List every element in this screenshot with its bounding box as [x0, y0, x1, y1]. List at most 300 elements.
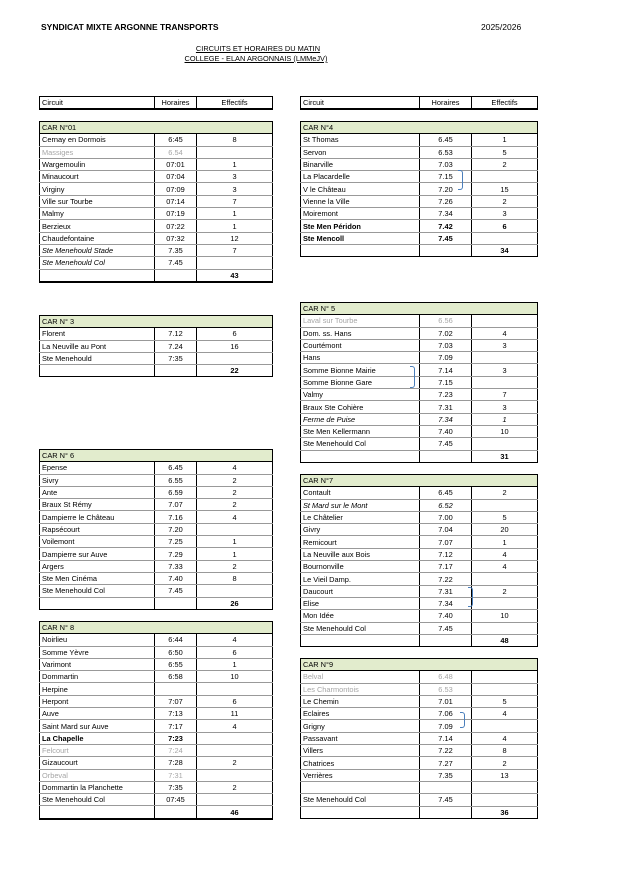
right-column-header — [300, 96, 538, 110]
stop-name: V le Château — [301, 183, 420, 195]
table-row — [40, 708, 273, 720]
stop-name: Herpont — [40, 695, 155, 707]
stop-name: Vienne la Ville — [301, 195, 420, 207]
stop-name: Somme Bionne Mairie — [301, 364, 420, 376]
table-row — [301, 511, 538, 523]
stop-time: 7.02 — [420, 327, 472, 339]
car-title: CAR N°7 — [301, 475, 538, 487]
car-title: CAR N° 3 — [40, 316, 273, 328]
total-spacer — [155, 597, 197, 609]
stop-time: 7.31 — [420, 401, 472, 413]
stop-count — [472, 573, 538, 585]
stop-time: 7.07 — [420, 536, 472, 548]
stop-time — [155, 683, 197, 695]
stop-time: 7.03 — [420, 339, 472, 351]
stop-name: Florent — [40, 328, 155, 340]
stop-time: 7.09 — [420, 352, 472, 364]
stop-count — [472, 171, 538, 183]
stop-count — [472, 683, 538, 695]
car-table — [300, 474, 538, 647]
stop-name: Daucourt — [301, 585, 420, 597]
car-table — [39, 621, 273, 820]
stop-name: Le Vieil Damp. — [301, 573, 420, 585]
stop-name: Berzieux — [40, 220, 155, 232]
table-row — [301, 389, 538, 401]
table-row — [40, 658, 273, 670]
total-spacer — [301, 244, 420, 256]
table-row — [301, 573, 538, 585]
table-row — [40, 671, 273, 683]
stop-count: 3 — [472, 401, 538, 413]
table-row — [40, 158, 273, 170]
stop-count — [197, 683, 273, 695]
stop-time: 07:32 — [155, 232, 197, 244]
total-spacer — [155, 365, 197, 377]
table-row — [40, 511, 273, 523]
stop-count: 8 — [197, 572, 273, 584]
stop-count: 2 — [197, 757, 273, 769]
stop-name: Passavant — [301, 732, 420, 744]
stop-time: 6:55 — [155, 658, 197, 670]
stop-time: 7.20 — [155, 523, 197, 535]
stop-name: Les Charmontois — [301, 683, 420, 695]
car-table — [39, 315, 273, 377]
stop-count: 7 — [197, 244, 273, 256]
total-spacer — [40, 597, 155, 609]
stop-time: 6.45 — [420, 487, 472, 499]
table-row — [301, 499, 538, 511]
stop-time: 7.15 — [420, 376, 472, 388]
table-row — [40, 720, 273, 732]
stop-name: Ville sur Tourbe — [40, 195, 155, 207]
stop-count: 8 — [197, 134, 273, 146]
car-table — [300, 302, 538, 463]
stop-count: 11 — [197, 708, 273, 720]
stop-time: 6.53 — [420, 146, 472, 158]
stop-name: Binarville — [301, 158, 420, 170]
table-row — [301, 220, 538, 232]
table-row — [40, 244, 273, 256]
stop-time: 6.54 — [155, 146, 197, 158]
stop-name: Dampierre le Château — [40, 511, 155, 523]
stop-name: Sivry — [40, 474, 155, 486]
table-row — [301, 487, 538, 499]
stop-name: Auve — [40, 708, 155, 720]
stop-count — [472, 376, 538, 388]
stop-count: 2 — [197, 560, 273, 572]
stop-name: Massiges — [40, 146, 155, 158]
stop-count: 2 — [472, 757, 538, 769]
stop-count: 4 — [197, 720, 273, 732]
stop-time: 7.42 — [420, 220, 472, 232]
stop-time: 07:19 — [155, 208, 197, 220]
table-row — [40, 536, 273, 548]
car-total: 46 — [197, 806, 273, 819]
stop-count: 5 — [472, 695, 538, 707]
table-row — [301, 720, 538, 732]
stop-name: La Placardelle — [301, 171, 420, 183]
stop-time: 7.03 — [420, 158, 472, 170]
stop-count — [472, 622, 538, 634]
stop-name: Argers — [40, 560, 155, 572]
org-name: SYNDICAT MIXTE ARGONNE TRANSPORTS — [41, 22, 219, 32]
table-row — [301, 794, 538, 806]
stop-time: 7.34 — [420, 208, 472, 220]
stop-count — [472, 438, 538, 450]
stop-name: Ste Men Péridon — [301, 220, 420, 232]
table-row — [301, 352, 538, 364]
stop-count: 15 — [472, 183, 538, 195]
table-row — [301, 683, 538, 695]
table-row — [40, 572, 273, 584]
stop-count: 3 — [472, 339, 538, 351]
table-row — [301, 536, 538, 548]
stop-time: 7.31 — [420, 585, 472, 597]
stop-name: Contault — [301, 487, 420, 499]
car-total: 22 — [197, 365, 273, 377]
table-row — [301, 585, 538, 597]
stop-count: 3 — [472, 208, 538, 220]
stop-name: Ste Menehould Col — [40, 257, 155, 269]
stop-time: 7:28 — [155, 757, 197, 769]
stop-time: 7.27 — [420, 757, 472, 769]
table-row — [40, 646, 273, 658]
table-row — [301, 745, 538, 757]
stop-count: 2 — [472, 195, 538, 207]
car-total: 36 — [472, 806, 538, 818]
col-circuit: Circuit — [301, 97, 420, 110]
doc-subtitle: COLLEGE - ELAN ARGONNAIS (LMMeJV) — [184, 54, 328, 63]
stop-name: Felcourt — [40, 744, 155, 756]
stop-count: 2 — [197, 486, 273, 498]
stop-count: 12 — [197, 232, 273, 244]
stop-count — [197, 732, 273, 744]
stop-name: Dom. ss. Hans — [301, 327, 420, 339]
stop-time: 7.20 — [420, 183, 472, 195]
stop-name: Malmy — [40, 208, 155, 220]
stop-name: Dommartin — [40, 671, 155, 683]
stop-time: 6.53 — [420, 683, 472, 695]
stop-time: 7.34 — [420, 413, 472, 425]
stop-count: 6 — [472, 220, 538, 232]
stop-time: 7.23 — [420, 389, 472, 401]
stop-name: Valmy — [301, 389, 420, 401]
stop-count — [197, 523, 273, 535]
stop-time: 7.25 — [155, 536, 197, 548]
stop-time: 7.45 — [420, 438, 472, 450]
table-row — [301, 315, 538, 327]
stop-time: 7.15 — [420, 171, 472, 183]
col-horaires: Horaires — [155, 97, 197, 110]
stop-time: 7:23 — [155, 732, 197, 744]
left-column-header — [39, 96, 273, 110]
table-row — [40, 208, 273, 220]
stop-count: 1 — [472, 134, 538, 146]
car-title: CAR N° 8 — [40, 622, 273, 634]
stop-time: 6.55 — [155, 474, 197, 486]
stop-count: 1 — [472, 536, 538, 548]
brace-icon — [410, 366, 415, 388]
table-row — [40, 781, 273, 793]
col-horaires: Horaires — [420, 97, 472, 110]
stop-count: 10 — [197, 671, 273, 683]
stop-count: 1 — [197, 220, 273, 232]
stop-name: Wargemoulin — [40, 158, 155, 170]
table-row — [301, 548, 538, 560]
stop-name: Voilemont — [40, 536, 155, 548]
stop-time: 6.56 — [420, 315, 472, 327]
stop-time: 7:35 — [155, 352, 197, 364]
stop-name: Eclaires — [301, 708, 420, 720]
stop-name — [301, 781, 420, 793]
col-effectifs: Effectifs — [472, 97, 538, 110]
stop-name: Orbeval — [40, 769, 155, 781]
stop-count: 10 — [472, 425, 538, 437]
stop-count — [197, 257, 273, 269]
stop-count: 8 — [472, 745, 538, 757]
brace-icon — [460, 712, 465, 728]
total-spacer — [301, 450, 420, 462]
stop-name: Courtémont — [301, 339, 420, 351]
stop-count: 1 — [197, 658, 273, 670]
stop-time: 7.29 — [155, 548, 197, 560]
stop-time: 7.14 — [420, 732, 472, 744]
table-row — [40, 232, 273, 244]
table-row — [301, 195, 538, 207]
table-row — [40, 257, 273, 269]
table-row — [301, 134, 538, 146]
table-row — [40, 769, 273, 781]
stop-count: 4 — [197, 511, 273, 523]
stop-time: 7.40 — [420, 610, 472, 622]
stop-count: 5 — [472, 511, 538, 523]
stop-count — [472, 315, 538, 327]
stop-time: 07:14 — [155, 195, 197, 207]
stop-count: 2 — [197, 499, 273, 511]
table-row — [301, 183, 538, 195]
stop-count — [472, 499, 538, 511]
brace-icon — [458, 170, 463, 190]
stop-count: 20 — [472, 524, 538, 536]
stop-time: 7.04 — [420, 524, 472, 536]
table-row — [40, 352, 273, 364]
stop-count: 13 — [472, 769, 538, 781]
car-title: CAR N°9 — [301, 659, 538, 671]
table-row — [40, 195, 273, 207]
stop-name: Remicourt — [301, 536, 420, 548]
stop-time: 6:50 — [155, 646, 197, 658]
stop-name: Braux Ste Cohière — [301, 401, 420, 413]
stop-count — [197, 794, 273, 806]
stop-name: Cernay en Dormois — [40, 134, 155, 146]
stop-name: Chatrices — [301, 757, 420, 769]
stop-count: 2 — [472, 487, 538, 499]
stop-time: 7.24 — [155, 340, 197, 352]
table-row — [40, 134, 273, 146]
stop-name: Somme Yèvre — [40, 646, 155, 658]
stop-name: Gizaucourt — [40, 757, 155, 769]
stop-name: Ste Menehould Col — [40, 585, 155, 597]
stop-name: Ferme de Puise — [301, 413, 420, 425]
stop-name: Chaudefontaine — [40, 232, 155, 244]
car-title: CAR N° 6 — [40, 450, 273, 462]
stop-count — [197, 146, 273, 158]
stop-count — [472, 597, 538, 609]
stop-count: 4 — [472, 561, 538, 573]
stop-count: 4 — [472, 327, 538, 339]
stop-time: 7.16 — [155, 511, 197, 523]
stop-count: 2 — [197, 474, 273, 486]
table-row — [301, 327, 538, 339]
table-row — [40, 757, 273, 769]
table-row — [40, 560, 273, 572]
stop-count — [472, 720, 538, 732]
stop-count: 1 — [197, 158, 273, 170]
car-total: 43 — [197, 269, 273, 282]
car-table — [300, 658, 538, 819]
stop-count: 1 — [197, 548, 273, 560]
stop-time: 7:07 — [155, 695, 197, 707]
stop-time: 7.22 — [420, 573, 472, 585]
stop-count: 16 — [197, 340, 273, 352]
stop-time: 7.01 — [420, 695, 472, 707]
stop-count: 2 — [197, 781, 273, 793]
stop-time: 7.14 — [420, 364, 472, 376]
stop-name: Ste Menehould — [40, 352, 155, 364]
table-row — [301, 425, 538, 437]
table-row — [40, 523, 273, 535]
stop-time: 7.35 — [155, 244, 197, 256]
stop-time: 6.45 — [155, 462, 197, 474]
table-row — [40, 183, 273, 195]
stop-count: 3 — [472, 364, 538, 376]
doc-title: CIRCUITS ET HORAIRES DU MATIN — [195, 44, 321, 53]
stop-name: St Mard sur le Mont — [301, 499, 420, 511]
table-row — [301, 438, 538, 450]
stop-count: 4 — [472, 548, 538, 560]
table-row — [301, 597, 538, 609]
stop-name: Verrières — [301, 769, 420, 781]
stop-count: 10 — [472, 610, 538, 622]
stop-count: 1 — [472, 413, 538, 425]
stop-time: 6:44 — [155, 634, 197, 646]
table-row — [40, 585, 273, 597]
car-total: 31 — [472, 450, 538, 462]
col-circuit: Circuit — [40, 97, 155, 110]
table-row — [40, 744, 273, 756]
stop-name: Ste Menehould Stade — [40, 244, 155, 256]
stop-count: 7 — [197, 195, 273, 207]
stop-name: Ste Menehould Col — [301, 438, 420, 450]
stop-name: Hans — [301, 352, 420, 364]
table-row — [301, 524, 538, 536]
stop-name: Laval sur Tourbe — [301, 315, 420, 327]
table-row — [40, 340, 273, 352]
stop-name: Ste Menehould Col — [40, 794, 155, 806]
stop-name: Herpine — [40, 683, 155, 695]
stop-name: Le Châtelier — [301, 511, 420, 523]
stop-count: 6 — [197, 695, 273, 707]
table-row — [40, 220, 273, 232]
stop-count: 4 — [197, 462, 273, 474]
stop-name: Villers — [301, 745, 420, 757]
table-row — [301, 671, 538, 683]
stop-name: Virginy — [40, 183, 155, 195]
stop-count: 4 — [472, 732, 538, 744]
stop-time: 07:04 — [155, 171, 197, 183]
table-row — [40, 499, 273, 511]
table-row — [301, 561, 538, 573]
stop-name: Braux St Rémy — [40, 499, 155, 511]
stop-time: 7.45 — [420, 232, 472, 244]
stop-count: 4 — [197, 634, 273, 646]
stop-count — [472, 671, 538, 683]
stop-name: La Chapelle — [40, 732, 155, 744]
stop-time: 7.00 — [420, 511, 472, 523]
stop-name: Ste Mencoll — [301, 232, 420, 244]
stop-count: 5 — [472, 146, 538, 158]
stop-name: Ste Menehould Col — [301, 622, 420, 634]
table-row — [301, 695, 538, 707]
table-row — [301, 401, 538, 413]
stop-name: Mon Idée — [301, 610, 420, 622]
stop-time: 7:35 — [155, 781, 197, 793]
stop-count — [197, 352, 273, 364]
stop-count: 1 — [197, 536, 273, 548]
total-spacer — [301, 806, 420, 818]
car-table — [39, 121, 273, 283]
stop-time: 7.45 — [155, 257, 197, 269]
stop-count — [472, 232, 538, 244]
table-row — [40, 462, 273, 474]
table-row — [301, 146, 538, 158]
stop-count: 7 — [472, 389, 538, 401]
stop-name: Bournonville — [301, 561, 420, 573]
stop-count — [472, 794, 538, 806]
car-total: 34 — [472, 244, 538, 256]
stop-name: La Neuville aux Bois — [301, 548, 420, 560]
school-year: 2025/2026 — [481, 22, 522, 32]
table-row — [301, 769, 538, 781]
stop-time: 6.45 — [420, 134, 472, 146]
stop-time: 6.52 — [420, 499, 472, 511]
total-spacer — [420, 634, 472, 646]
table-row — [301, 171, 538, 183]
stop-name: Givry — [301, 524, 420, 536]
stop-time: 7.45 — [420, 622, 472, 634]
total-spacer — [40, 269, 155, 282]
stop-time: 7.17 — [420, 561, 472, 573]
stop-count — [197, 744, 273, 756]
table-row — [301, 364, 538, 376]
stop-name: St Thomas — [301, 134, 420, 146]
stop-name: Saint Mard sur Auve — [40, 720, 155, 732]
total-spacer — [40, 365, 155, 377]
table-row — [301, 708, 538, 720]
stop-name: Epense — [40, 462, 155, 474]
stop-name: Belval — [301, 671, 420, 683]
table-row — [301, 610, 538, 622]
stop-name: Servon — [301, 146, 420, 158]
stop-time: 07:22 — [155, 220, 197, 232]
stop-count — [472, 781, 538, 793]
stop-time: 6:58 — [155, 671, 197, 683]
stop-time: 7.45 — [420, 794, 472, 806]
stop-count — [197, 585, 273, 597]
stop-count: 6 — [197, 646, 273, 658]
table-row — [40, 683, 273, 695]
stop-name: Dampierre sur Auve — [40, 548, 155, 560]
